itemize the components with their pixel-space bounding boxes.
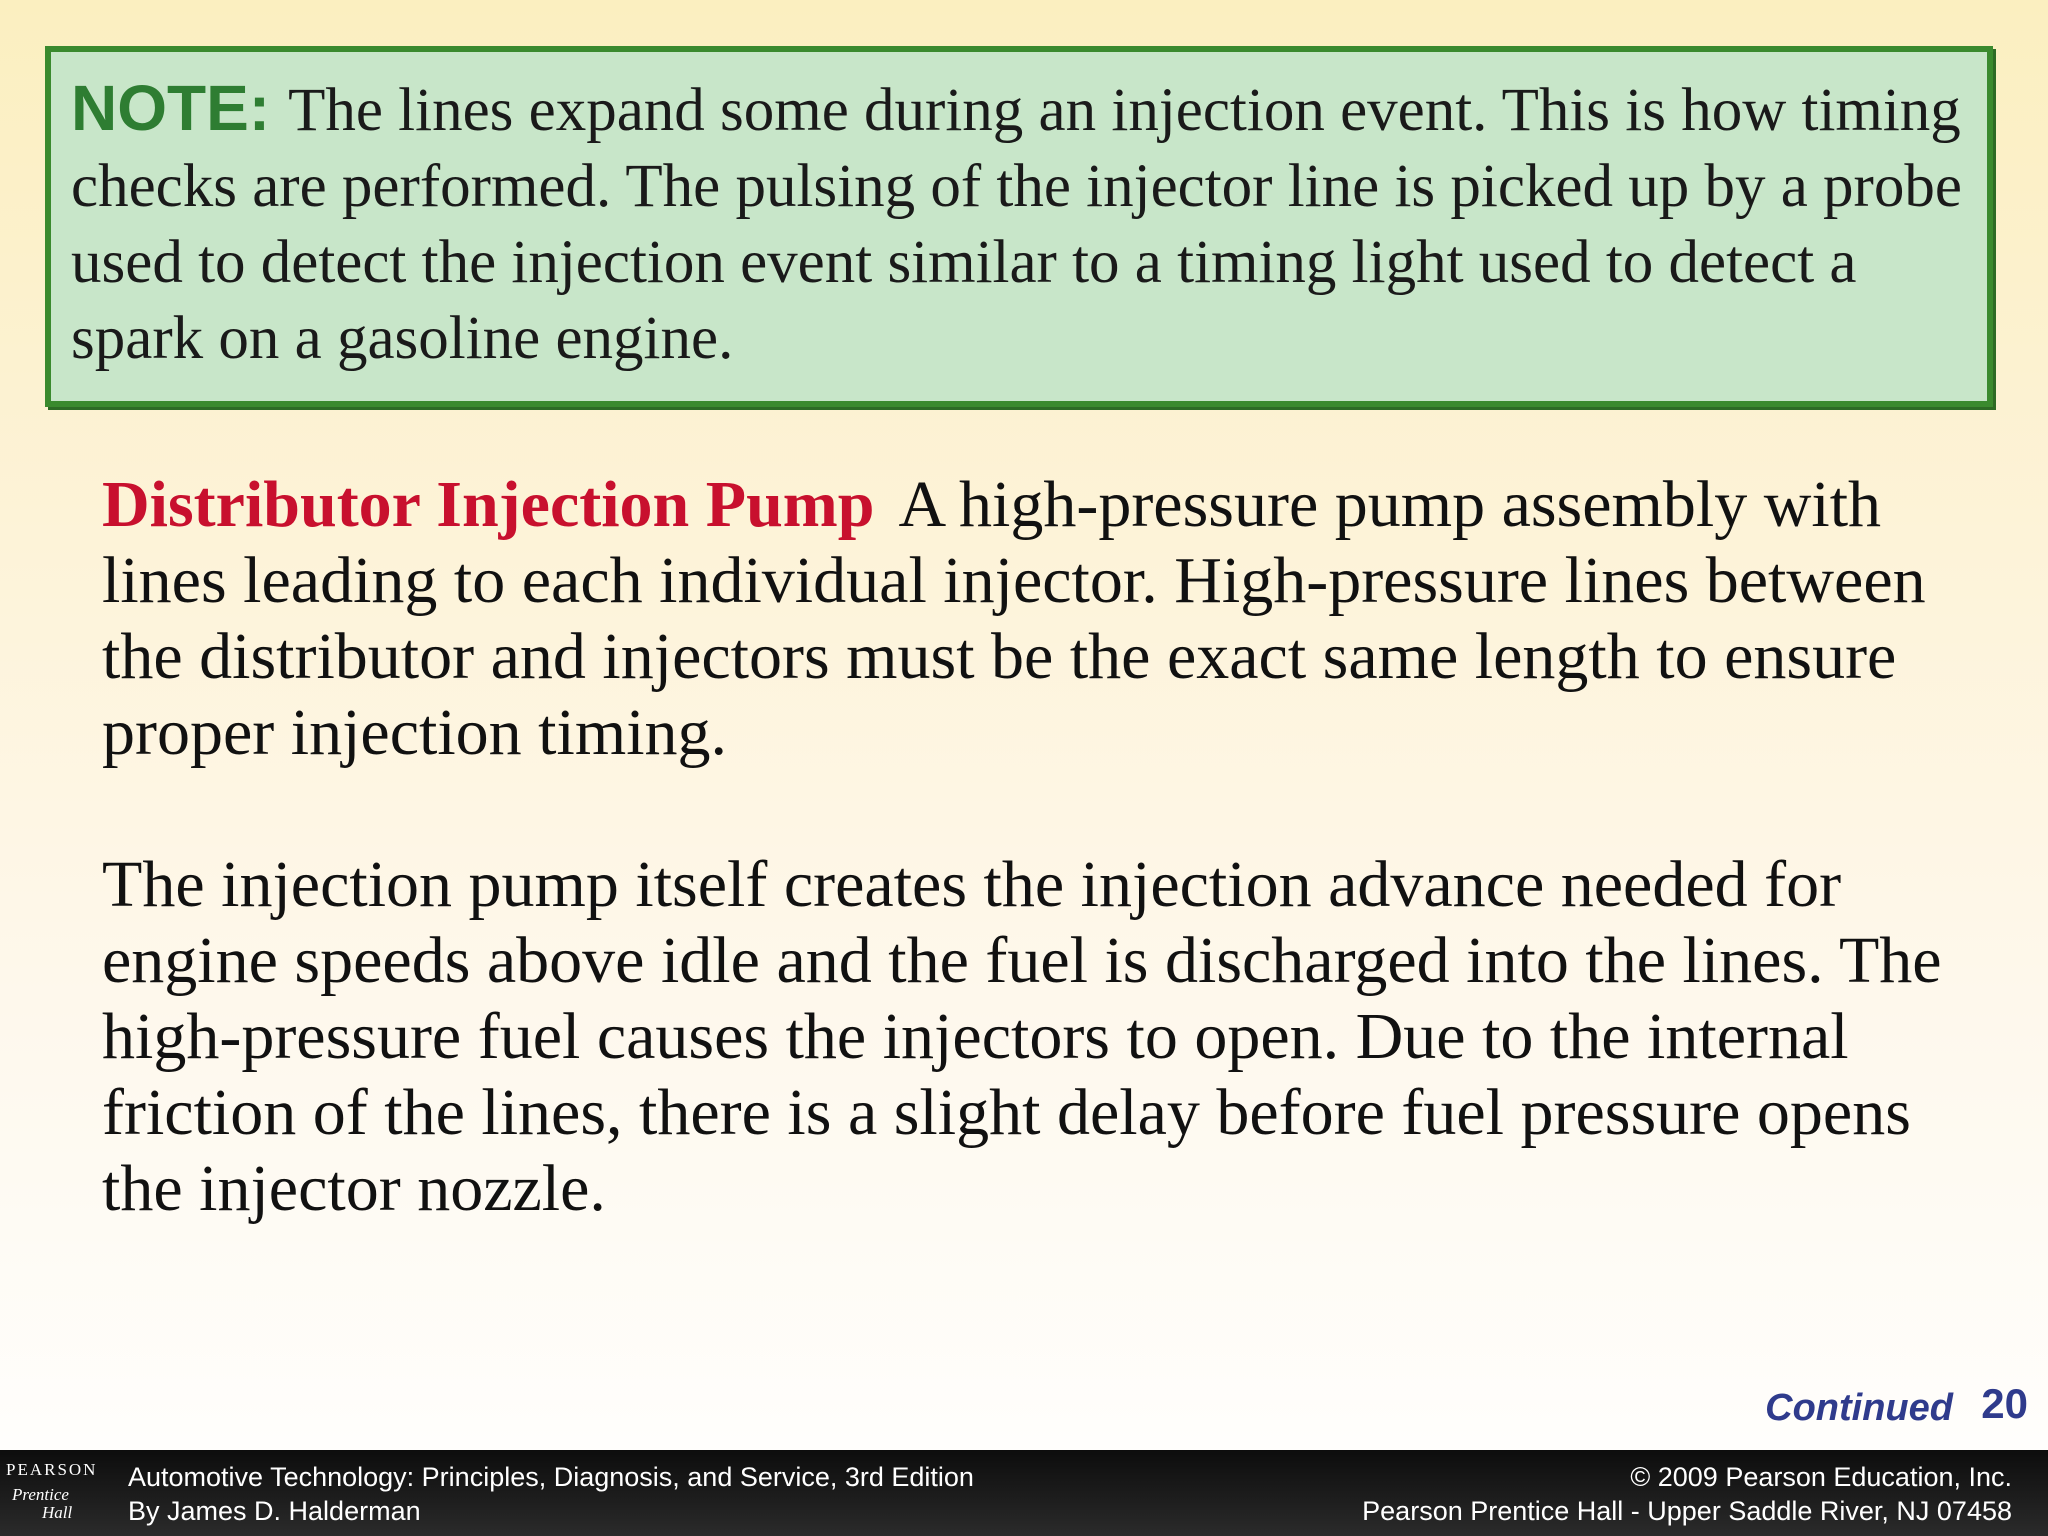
footer-bar [0, 1450, 2048, 1536]
footer-book-title: Automotive Technology: Principles, Diagnosis, and Service, 3rd Edition [128, 1462, 974, 1492]
definition-paragraph [102, 467, 2002, 771]
footer-publisher-info [1362, 1460, 2012, 1528]
body-paragraph: The injection pump itself creates the injection advance needed for engine speeds above idle and the fuel is discharged into the lines. The high-pressure fuel causes the injectors to open. Due to the internal friction of the lines, there is a slight delay before fuel pressure opens the injector nozzle. [102, 848, 1942, 1225]
note-text: The lines expand some during an injection event. This is how timing checks are performed. The pulsing of the injector line is picked up by a probe used to detect the injection event similar to a timing light used to detect a spark on a gasoline engine. [71, 77, 1962, 372]
footer-author: By James D. Halderman [128, 1496, 421, 1526]
footer-copyright: © 2009 Pearson Education, Inc. [1630, 1462, 2012, 1492]
logo-pearson-text: PEARSON [6, 1460, 98, 1479]
definition-term: Distributor Injection Pump [102, 468, 875, 541]
note-label: NOTE: [71, 72, 271, 144]
footer-book-info [128, 1460, 974, 1528]
continued-label: Continued [1765, 1387, 1953, 1429]
footer-publisher: Pearson Prentice Hall - Upper Saddle River, NJ 07458 [1362, 1496, 2012, 1526]
logo-prentice: Prentice [12, 1485, 69, 1504]
definition-text: A high-pressure pump assembly with lines leading to each individual injector. High-pressure lines between the distributor and injectors must be the exact same length to ensure proper injection timing. [102, 468, 1926, 769]
page-number: 20 [1981, 1380, 2028, 1427]
logo-hall: Hall [42, 1503, 73, 1522]
main-content [102, 467, 2002, 1227]
pearson-prentice-hall-logo [0, 1458, 104, 1534]
logo-prentice-hall-text [12, 1486, 72, 1522]
note-box [45, 46, 1993, 407]
